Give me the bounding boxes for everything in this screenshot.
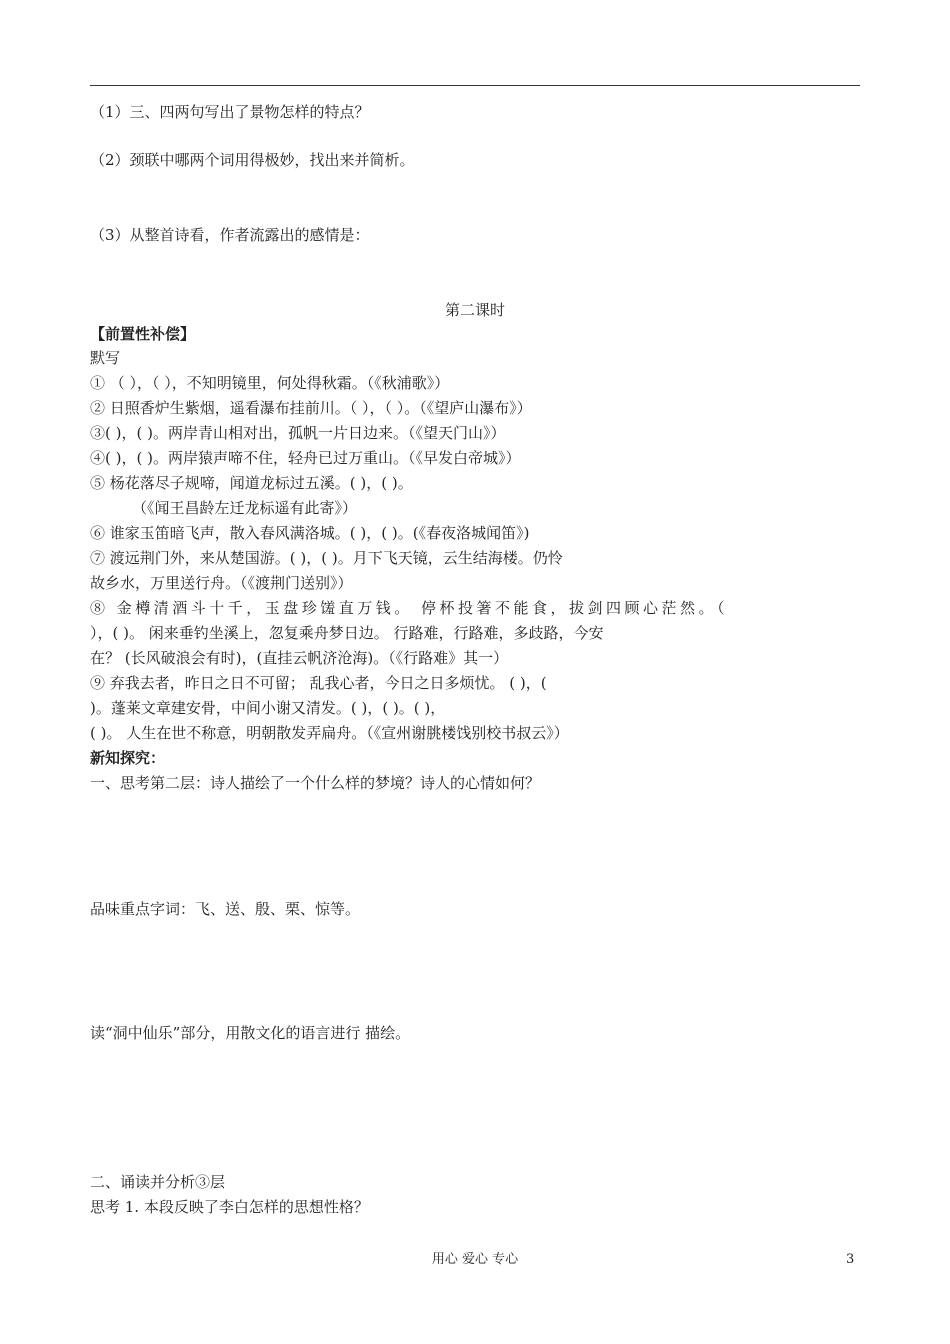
taste-words: 品味重点字词：飞、送、殷、栗、惊等。	[90, 900, 361, 918]
read-instruction: 读“洞中仙乐”部分，用散文化的语言进行 描绘。	[90, 1024, 411, 1042]
question-3: （3）从整首诗看，作者流露出的感情是：	[90, 226, 370, 244]
part-two-heading: 二、诵读并分析③层	[90, 1173, 226, 1191]
dictation-line: ① （ ），（ ），不知明镜里，何处得秋霜。（《秋浦歌》）	[90, 374, 450, 392]
lesson-title: 第二课时	[444, 301, 505, 319]
think-question-1: 一、思考第二层：诗人描绘了一个什么样的梦境？诗人的心情如何？	[90, 774, 541, 792]
new-section-heading: 新知探究：	[90, 749, 166, 767]
question-2: （2）颈联中哪两个词用得极妙，找出来并简析。	[90, 151, 415, 169]
dictation-line: ），( )。 闲来垂钓坐溪上，忽复乘舟梦日边。 行路难，行路难，多歧路，今安	[90, 624, 604, 642]
pre-section-heading: 【前置性补偿】	[90, 325, 196, 343]
page-number: 3	[846, 1252, 855, 1267]
dictation-line: ⑤ 杨花落尽子规啼，闻道龙标过五溪。( )，( )。	[90, 474, 413, 492]
header-rule	[90, 85, 860, 86]
dictation-line: ( )。 人生在世不称意，明朝散发弄扁舟。（《宣州谢朓楼饯别校书叔云》）	[90, 724, 569, 742]
dictation-line: ⑥ 谁家玉笛暗飞声，散入春风满洛城。( )，( )。(《春夜洛城闻笛》)	[90, 524, 530, 542]
dictation-line: )。蓬莱文章建安骨，中间小谢又清发。( )，( )。( )，	[90, 699, 446, 717]
dictation-line: ② 日照香炉生紫烟，遥看瀑布挂前川。（ ），（ ）。（《望庐山瀑布》）	[90, 399, 532, 417]
dictation-line: ③( )，( )。两岸青山相对出，孤帆一片日边来。（《望天门山》）	[90, 424, 506, 442]
dictation-line: 故乡水，万里送行舟。（《渡荆门送别》）	[90, 574, 353, 592]
dictation-line: ⑦ 渡远荆门外，来从楚国游。( )，( )。月下飞天镜，云生结海楼。仍怜	[90, 549, 563, 567]
think-question-2: 思考 1. 本段反映了李白怎样的思想性格？	[90, 1198, 369, 1216]
question-1: （1）三、四两句写出了景物怎样的特点？	[90, 103, 370, 121]
dictation-line: ⑧ 金樽清酒斗十千，玉盘珍馐直万钱。 停杯投箸不能食，拔剑四顾心茫然。（	[90, 599, 729, 617]
dictation-line: （《闻王昌龄左迁龙标遥有此寄》）	[132, 499, 358, 517]
dictation-line: ④( )，( )。两岸猿声啼不住，轻舟已过万重山。（《早发白帝城》）	[90, 449, 521, 467]
footer-text: 用心 爱心 专心	[431, 1252, 519, 1267]
dictation-label: 默写	[90, 349, 121, 367]
dictation-line: ⑨ 弃我去者，昨日之日不可留； 乱我心者，今日之日多烦忧。 ( )，(	[90, 674, 547, 692]
dictation-line: 在？ (长风破浪会有时)，(直挂云帆济沧海)。（《行路难》其一）	[90, 649, 509, 667]
